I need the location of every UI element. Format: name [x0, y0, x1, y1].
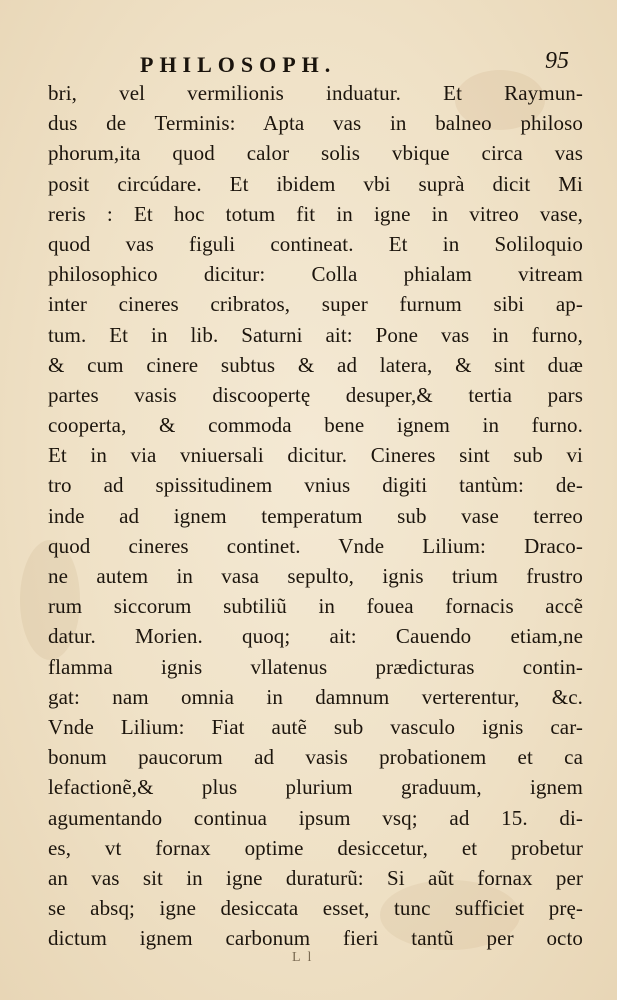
text-line: bonum paucorum ad vasis probationem et ca	[48, 745, 583, 770]
text-line: es, vt fornax optime desiccetur, et probetur	[48, 835, 583, 860]
text-line: bri, vel vermilionis induatur. Et Raymun-	[48, 81, 583, 105]
text-line: tro ad spissitudinem vnius digiti tantùm: de-	[48, 473, 583, 498]
text-line: gat: nam omnia in damnum verterentur, &c.	[48, 684, 583, 709]
text-line: an vas sit in igne duraturũ: Si aũt fornax per	[48, 865, 583, 890]
running-head: PHILOSOPH.	[140, 52, 337, 77]
text-line: Et in via vniuersali dicitur. Cineres sint sub vi	[48, 443, 583, 468]
text-line: lefactionẽ,& plus plurium graduum, ignem	[48, 775, 583, 800]
text-line: dictum ignem carbonum fieri tantũ per octo	[48, 926, 583, 951]
text-line: quod vas figuli contineat. Et in Soliloquio	[48, 231, 583, 256]
text-line: cooperta, & commoda bene ignem in furno.	[48, 413, 583, 438]
text-line: posit circúdare. Et ibidem vbi suprà dicit Mi	[48, 171, 583, 196]
text-line: inter cineres cribratos, super furnum sibi ap-	[48, 292, 583, 317]
text-line: & cum cinere subtus & ad latera, & sint duæ	[48, 352, 583, 377]
text-line: agumentando continua ipsum vsq; ad 15. di-	[48, 805, 583, 830]
text-line: flamma ignis vllatenus prædicturas contin-	[48, 654, 583, 679]
text-line: rum siccorum subtiliũ in fouea fornacis accẽ	[48, 594, 583, 619]
text-line: se absq; igne desiccata esset, tunc sufficiet prę-	[48, 896, 583, 921]
text-line: reris : Et hoc totum fit in igne in vitreo vase,	[48, 201, 583, 226]
text-line: ne autem in vasa sepulto, ignis trium frustro	[48, 564, 583, 588]
text-line: partes vasis discoopertę desuper,& tertia pars	[48, 382, 583, 407]
text-line: inde ad ignem temperatum sub vase terreo	[48, 503, 583, 528]
text-line: Vnde Lilium: Fiat autẽ sub vasculo ignis car-	[48, 714, 583, 739]
text-line: philosophico dicitur: Colla phialam vitream	[48, 262, 583, 287]
text-line: quod cineres continet. Vnde Lilium: Draco-	[48, 533, 583, 558]
body-text	[48, 78, 583, 953]
text-line: dus de Terminis: Apta vas in balneo philoso	[48, 111, 583, 136]
text-line: phorum,ita quod calor solis vbique circa vas	[48, 141, 583, 166]
text-line: tum. Et in lib. Saturni ait: Pone vas in furno,	[48, 322, 583, 347]
signature-mark: L l	[292, 950, 314, 965]
page-number: 95	[545, 48, 569, 74]
text-line: datur. Morien. quoq; ait: Cauendo etiam,ne	[48, 624, 583, 649]
